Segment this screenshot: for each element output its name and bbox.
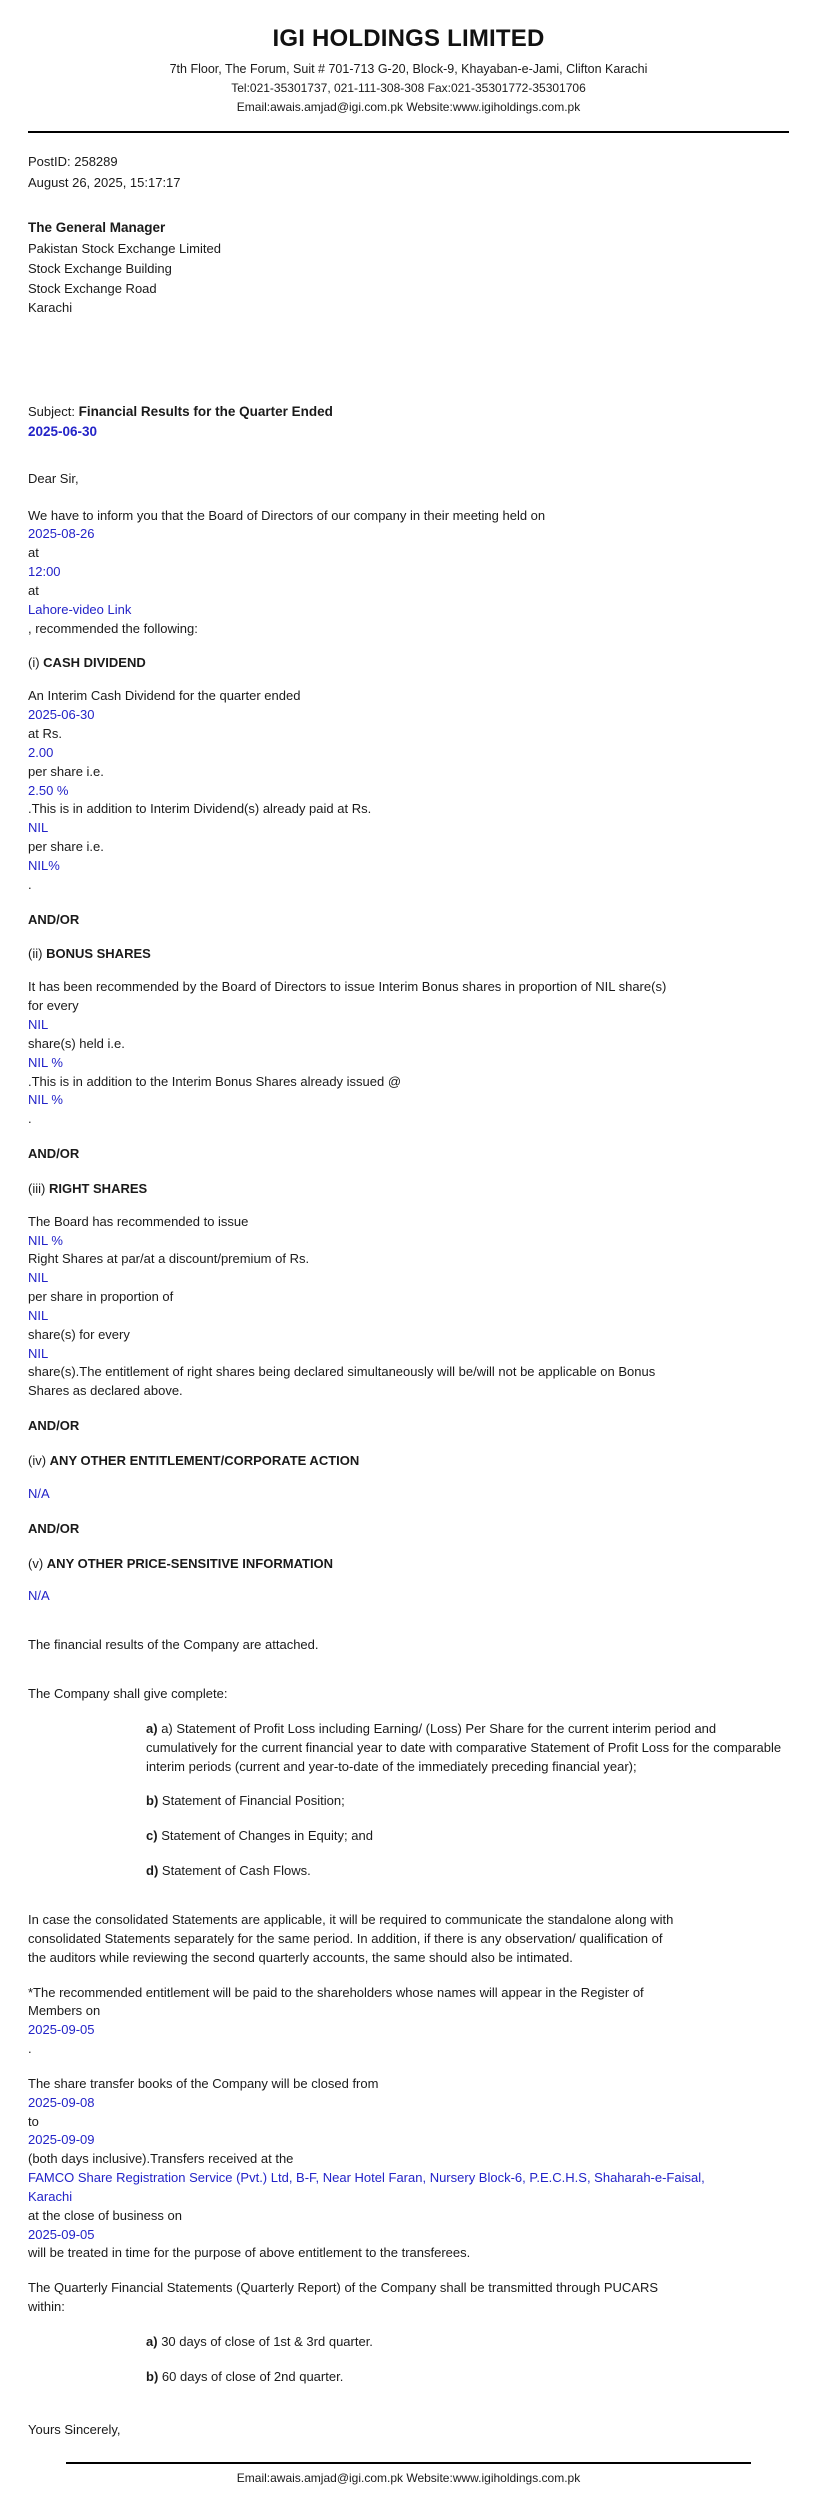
subject-block [28, 402, 789, 441]
right-shares-v3: NIL [28, 1307, 49, 1323]
cash-dividend-l2: at Rs. [28, 726, 62, 742]
post-id: PostID: 258289 [28, 153, 118, 169]
sign-off: Yours Sincerely, [28, 2421, 121, 2437]
item-c [146, 1827, 789, 1846]
price-sensitive-num: (v) [28, 1555, 44, 1571]
price-sensitive-value: N/A [28, 1588, 50, 1604]
footer-contact: Email:awais.amjad@igi.com.pk Website:www.igiholdings.com.pk [236, 2470, 581, 2485]
cash-dividend-prev-percent: NIL% [28, 857, 60, 873]
right-shares-l6: Shares as declared above. [28, 1383, 183, 1399]
subject-date: 2025-06-30 [28, 424, 98, 440]
addressee-line-3: Stock Exchange Road [28, 280, 157, 296]
pucars-l2: within: [28, 2299, 65, 2315]
pucars-item-a-label: a) [146, 2334, 158, 2350]
company-phones: Tel:021-35301737, 021-111-308-308 Fax:021-35301772-35301706 [231, 80, 586, 95]
item-a-label: a) [146, 1720, 158, 1736]
books-closure-l2: (both days inclusive).Transfers received at the [28, 2151, 294, 2167]
right-shares-body [28, 1213, 789, 1401]
section-price-sensitive-heading [28, 1555, 789, 1574]
letterhead [28, 18, 789, 117]
cash-dividend-l6: . [28, 876, 32, 892]
right-shares-l5: share(s).The entitlement of right shares being declared simultaneously will be/will not be applicable on Bonus [28, 1364, 656, 1380]
intro-line-1: We have to inform you that the Board of Directors of our company in their meeting held on [28, 507, 546, 523]
company-shall-note: The Company shall give complete: [28, 1686, 228, 1702]
post-datetime: August 26, 2025, 15:17:17 [28, 174, 181, 190]
pucars-item-b [146, 2368, 789, 2387]
footer [28, 2462, 789, 2487]
addressee-line-2: Stock Exchange Building [28, 260, 172, 276]
bonus-shares-v2: NIL % [28, 1054, 63, 1070]
spacer [28, 1671, 789, 1685]
andor-1: AND/OR [28, 911, 80, 927]
item-c-text: Statement of Changes in Equity; and [161, 1828, 373, 1844]
bonus-shares-l4: .This is in addition to the Interim Bonus Shares already issued @ [28, 1073, 402, 1089]
meeting-date: 2025-08-26 [28, 526, 95, 542]
bonus-shares-l1: It has been recommended by the Board of Directors to issue Interim Bonus shares in proportion of NIL share(s) [28, 979, 667, 995]
pucars-l1: The Quarterly Financial Statements (Quarterly Report) of the Company shall be transmitted through PUCARS [28, 2280, 659, 2296]
cash-dividend-l5: per share i.e. [28, 839, 104, 855]
right-shares-v1: NIL % [28, 1232, 63, 1248]
section-other-entitlement-heading [28, 1452, 789, 1471]
addressee-title: The General Manager [28, 220, 166, 236]
cash-dividend-title: CASH DIVIDEND [43, 655, 146, 671]
intro-line-2: , recommended the following: [28, 620, 198, 636]
books-closure-from: 2025-09-08 [28, 2094, 95, 2110]
intro-at-1: at [28, 545, 39, 561]
consolidated-note-l3: the auditors while reviewing the second quarterly accounts, the same should also be intimated. [28, 1949, 573, 1965]
intro-paragraph [28, 507, 789, 639]
cash-dividend-l3: per share i.e. [28, 763, 104, 779]
section-cash-dividend-heading [28, 654, 789, 673]
bonus-shares-num: (ii) [28, 946, 43, 962]
item-a-text: a) Statement of Profit Loss including Earning/ (Loss) Per Share for the current interim period and cumulatively for the current financial year to date with comparative Statement of Profit Loss for the comparable interim periods (current and year-to-date of the immediately preceding financial year); [146, 1720, 782, 1774]
register-note [28, 1984, 789, 2059]
attachments-note: The financial results of the Company are attached. [28, 1637, 319, 1653]
cash-dividend-quarter-end: 2025-06-30 [28, 707, 95, 723]
item-a [146, 1720, 789, 1777]
andor-3: AND/OR [28, 1418, 80, 1434]
registrar-address: FAMCO Share Registration Service (Pvt.) Ltd, B-F, Near Hotel Faran, Nursery Block-6, P.E.C.H.S, Shaharah-e-Faisal, [28, 2170, 705, 2186]
other-entitlement-num: (iv) [28, 1453, 47, 1469]
addressee-line-4: Karachi [28, 300, 73, 316]
right-shares-l1: The Board has recommended to issue [28, 1213, 249, 1229]
right-shares-l2: Right Shares at par/at a discount/premium of Rs. [28, 1251, 310, 1267]
item-b [146, 1792, 789, 1811]
cash-dividend-prev-amount: NIL [28, 820, 49, 836]
other-entitlement-title: ANY OTHER ENTITLEMENT/CORPORATE ACTION [49, 1453, 360, 1469]
cash-dividend-percent: 2.50 % [28, 782, 69, 798]
books-closure-note [28, 2075, 789, 2263]
company-contact: Email:awais.amjad@igi.com.pk Website:www.igiholdings.com.pk [236, 100, 581, 115]
books-closure-l1: The share transfer books of the Company will be closed from [28, 2075, 379, 2091]
pucars-item-b-text: 60 days of close of 2nd quarter. [161, 2368, 344, 2384]
bonus-shares-v1: NIL [28, 1016, 49, 1032]
salutation: Dear Sir, [28, 470, 79, 486]
other-entitlement-value: N/A [28, 1485, 50, 1501]
item-d-label: d) [146, 1863, 159, 1879]
pucars-item-a [146, 2333, 789, 2352]
bonus-shares-body [28, 978, 789, 1129]
right-shares-title: RIGHT SHARES [48, 1180, 148, 1196]
andor-2: AND/OR [28, 1146, 80, 1162]
item-c-label: c) [146, 1828, 158, 1844]
cash-dividend-body [28, 687, 789, 894]
registrar-city: Karachi [28, 2188, 73, 2204]
andor-4: AND/OR [28, 1520, 80, 1536]
header-divider [28, 131, 789, 133]
spacer [28, 1897, 789, 1911]
section-right-shares-heading [28, 1180, 789, 1199]
document-meta [28, 153, 789, 193]
meeting-venue: Lahore-video Link [28, 601, 132, 617]
pucars-note [28, 2279, 789, 2317]
bonus-shares-l5: . [28, 1111, 32, 1127]
register-note-l3: . [28, 2041, 32, 2057]
addressee-block [28, 218, 789, 318]
bonus-shares-v3: NIL % [28, 1092, 63, 1108]
pucars-item-b-label: b) [146, 2368, 159, 2384]
cash-dividend-rate: 2.00 [28, 744, 54, 760]
company-address: 7th Floor, The Forum, Suit # 701-713 G-20, Block-9, Khayaban-e-Jami, Clifton Karachi [169, 61, 648, 76]
addressee-line-1: Pakistan Stock Exchange Limited [28, 240, 221, 256]
right-shares-l4: share(s) for every [28, 1326, 130, 1342]
bonus-shares-l2: for every [28, 998, 79, 1014]
right-shares-v4: NIL [28, 1345, 49, 1361]
subject-label: Subject: [28, 404, 75, 420]
company-name: IGI HOLDINGS LIMITED [272, 25, 545, 52]
cash-dividend-num: (i) [28, 655, 40, 671]
spacer [28, 344, 789, 402]
price-sensitive-title: ANY OTHER PRICE-SENSITIVE INFORMATION [46, 1555, 334, 1571]
right-shares-num: (iii) [28, 1180, 46, 1196]
register-note-l2: Members on [28, 2003, 101, 2019]
item-d [146, 1862, 789, 1881]
intro-at-2: at [28, 582, 39, 598]
books-closure-l4: will be treated in time for the purpose of above entitlement to the transferees. [28, 2245, 471, 2261]
cash-dividend-l4: .This is in addition to Interim Dividend(s) already paid at Rs. [28, 801, 372, 817]
item-b-text: Statement of Financial Position; [161, 1793, 345, 1809]
section-bonus-shares-heading [28, 945, 789, 964]
books-closure-close-date: 2025-09-05 [28, 2226, 95, 2242]
item-b-label: b) [146, 1793, 159, 1809]
books-closure-to-label: to [28, 2113, 39, 2129]
bonus-shares-title: BONUS SHARES [46, 946, 151, 962]
consolidated-note-l2: consolidated Statements separately for the same period. In addition, if there is any observation/ qualification of [28, 1930, 663, 1946]
books-closure-to: 2025-09-09 [28, 2132, 95, 2148]
spacer [28, 1622, 789, 1636]
meeting-time: 12:00 [28, 564, 61, 580]
cash-dividend-l1: An Interim Cash Dividend for the quarter ended [28, 688, 301, 704]
consolidated-note-l1: In case the consolidated Statements are applicable, it will be required to communicate the standalone along with [28, 1911, 674, 1927]
consolidated-note [28, 1911, 789, 1968]
register-note-l1: *The recommended entitlement will be paid to the shareholders whose names will appear in the Register of [28, 1984, 644, 2000]
bonus-shares-l3: share(s) held i.e. [28, 1035, 125, 1051]
right-shares-l3: per share in proportion of [28, 1289, 174, 1305]
pucars-item-a-text: 30 days of close of 1st & 3rd quarter. [161, 2334, 373, 2350]
books-closure-l3: at the close of business on [28, 2207, 182, 2223]
footer-divider [66, 2462, 751, 2464]
right-shares-v2: NIL [28, 1270, 49, 1286]
item-d-text: Statement of Cash Flows. [161, 1863, 311, 1879]
subject-text: Financial Results for the Quarter Ended [78, 404, 333, 420]
register-date: 2025-09-05 [28, 2022, 95, 2038]
